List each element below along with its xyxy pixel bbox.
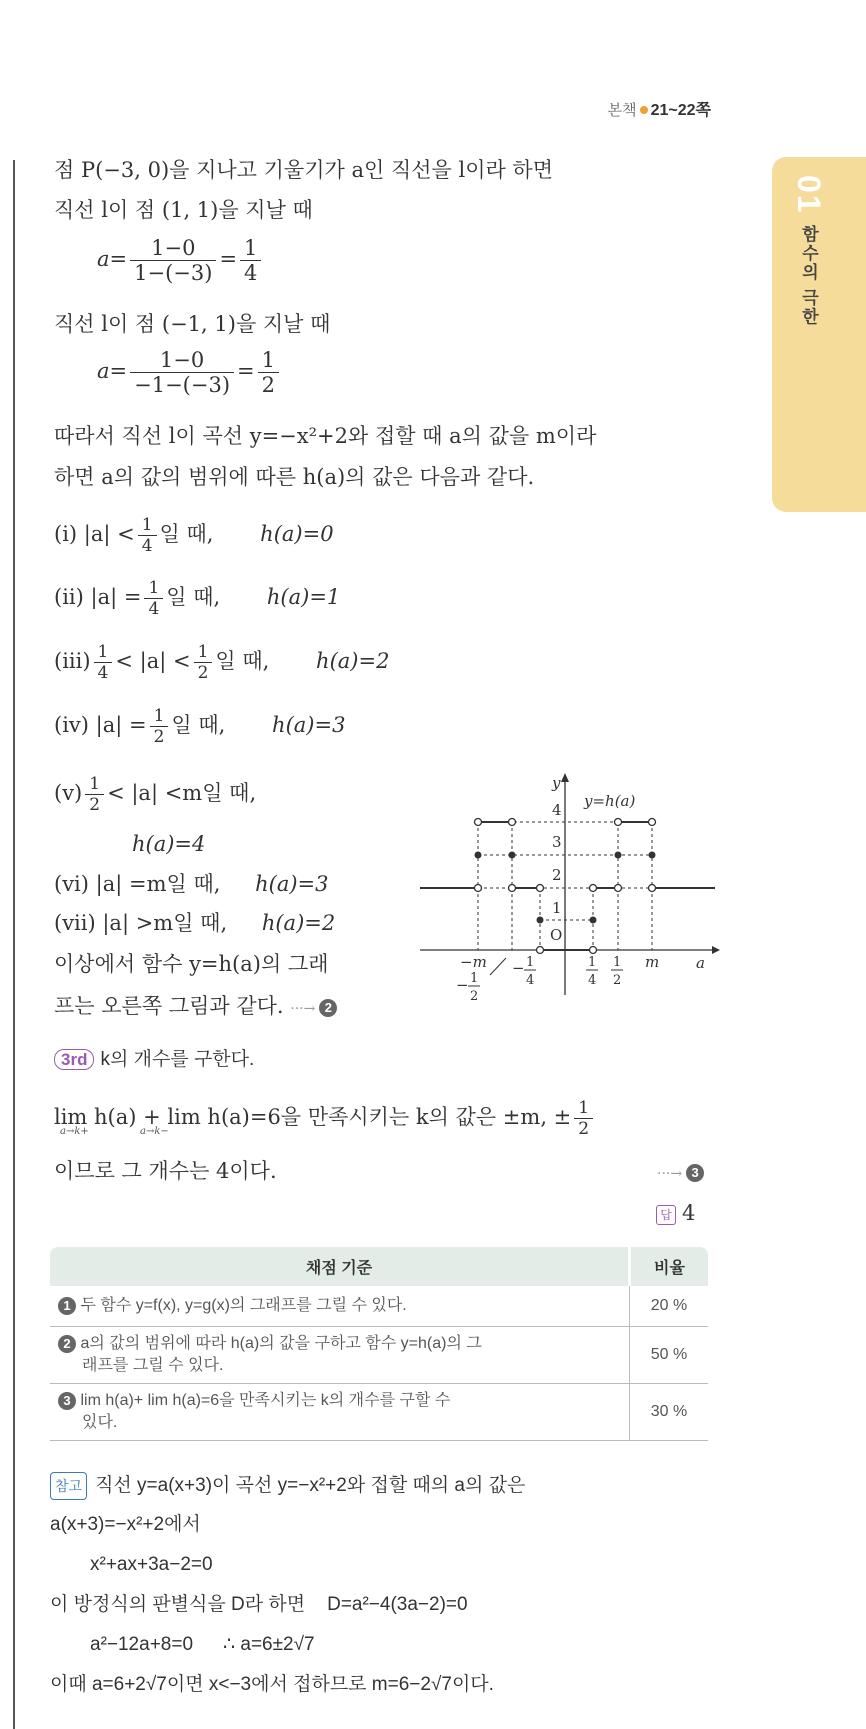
case-5-post: < |a| <m일 때,: [107, 781, 257, 805]
answer-icon: 답: [656, 1205, 676, 1225]
table-row: [50, 1384, 708, 1441]
eq1-result-den: 4: [244, 261, 258, 285]
ratio-cell: 30 %: [630, 1384, 709, 1441]
y-tick-2: 2: [552, 866, 562, 884]
step-marker-1: 1: [58, 1297, 76, 1315]
book-label: 본책: [607, 102, 637, 119]
case-4-post: 일 때,: [171, 713, 226, 737]
eq1-num: 1−0: [130, 236, 216, 261]
y-tick-3: 3: [552, 833, 562, 851]
answer: [656, 1199, 695, 1227]
eq2-fraction: [130, 348, 234, 397]
summary-line-2: [54, 992, 337, 1023]
x-label-m: m: [645, 953, 660, 971]
case-5-frac-den: 2: [89, 795, 101, 815]
limit-sub-2: a→k−: [140, 1126, 169, 1137]
y-axis-label: y: [552, 774, 561, 792]
case-4: [54, 706, 345, 747]
case-7-value: h(a)=2: [261, 911, 336, 935]
eq1-fraction: [130, 236, 216, 285]
case-4-frac: [150, 706, 169, 747]
page-reference: [608, 97, 711, 120]
case-3-frac1-den: 4: [97, 663, 109, 683]
case-3-frac2-num: 1: [194, 642, 213, 663]
case-2-frac: [144, 578, 163, 619]
x-label-quarter-den: 4: [588, 973, 597, 988]
step-3-frac: [574, 1098, 593, 1139]
x-label-neg-half-sign: −: [456, 976, 469, 994]
arrow-icon: ···→: [657, 1166, 683, 1182]
note-badge: 참고: [50, 1472, 87, 1500]
chapter-number: 01: [791, 175, 827, 215]
case-6-value: h(a)=3: [255, 872, 329, 896]
eq2-den: −1−(−3): [134, 373, 231, 397]
note-line-2: a(x+3)=−x²+2에서: [50, 1514, 201, 1535]
step-marker-3: 3: [686, 1164, 704, 1182]
bullet-icon: [640, 106, 648, 114]
case-2: [54, 578, 340, 619]
x-label-neg-quarter-num: 1: [526, 955, 535, 970]
solution-line-3: 직선 l이 점 (−1, 1)을 지날 때: [54, 312, 331, 336]
criteria-cell: [50, 1327, 630, 1384]
step-3-heading: [54, 1046, 254, 1074]
criteria-text: a의 값의 범위에 따라 h(a)의 값을 구하고 함수 y=h(a)의 그: [80, 1335, 482, 1352]
step-marker-3: 3: [58, 1392, 76, 1410]
criteria-text: lim h(a)+ lim h(a)=6을 만족시키는 k의 개수를 구할 수: [80, 1392, 451, 1409]
case-3-frac-2: [194, 642, 213, 683]
case-5-value: h(a)=4: [132, 832, 206, 856]
note-line-1: [50, 1472, 525, 1500]
step-3-badge: 3rd: [54, 1049, 94, 1070]
note-text-4a: 이 방정식의 판별식을 D라 하면: [50, 1594, 306, 1615]
case-2-frac-den: 4: [148, 599, 160, 619]
eq1-den: 1−(−3): [134, 261, 213, 285]
case-5-pre: (v): [54, 781, 83, 805]
case-1-frac-den: 4: [141, 536, 153, 556]
equation-slope-1: [97, 236, 264, 285]
function-label: y=h(a): [584, 792, 636, 810]
x-axis-label: a: [696, 954, 705, 972]
note-text-5a: a²−12a+8=0: [90, 1634, 194, 1655]
table-row: [50, 1286, 708, 1327]
criteria-header: 채점 기준: [50, 1247, 630, 1286]
criteria-text-cont: 있다.: [82, 1414, 118, 1431]
case-1-value: h(a)=0: [260, 522, 334, 546]
step-function-graph: [420, 770, 720, 1010]
case-3-frac-1: [94, 642, 113, 683]
equation-slope-2: [97, 348, 282, 397]
eq2-lhs: a=: [97, 359, 128, 383]
ratio-header: 비율: [630, 1247, 709, 1286]
note-text-1: 직선 y=a(x+3)이 곡선 y=−x²+2와 접할 때의 a의 값은: [95, 1475, 526, 1496]
eq1-equals: =: [219, 247, 238, 271]
eq1-result: [240, 236, 261, 285]
y-tick-1: 1: [552, 899, 562, 917]
step-3-title: k의 개수를 구한다.: [100, 1049, 255, 1070]
x-label-neg-half-num: 1: [470, 971, 479, 986]
case-5-frac: [85, 774, 104, 815]
step-3-frac-num: 1: [574, 1098, 593, 1119]
table-row: [50, 1327, 708, 1384]
label-pointer: [490, 958, 506, 975]
case-3-pre: (iii): [54, 649, 91, 673]
step-marker-2: 2: [58, 1335, 76, 1353]
solution-line-4: 따라서 직선 l이 곡선 y=−x²+2와 접할 때 a의 값을 m이라: [54, 424, 597, 448]
x-label-neg-quarter-sign: −: [512, 959, 525, 977]
x-label-quarter-num: 1: [588, 955, 597, 970]
case-7-cond: (vii) |a| >m일 때,: [54, 911, 228, 935]
case-4-pre: (iv) |a| =: [54, 713, 147, 737]
y-tick-4: 4: [552, 801, 562, 819]
case-2-value: h(a)=1: [266, 585, 341, 609]
note-line-3: x²+ax+3a−2=0: [90, 1554, 213, 1575]
margin-rule: [13, 160, 15, 1729]
summary-line-2-text: 프는 오른쪽 그림과 같다.: [54, 994, 284, 1018]
case-1-frac-num: 1: [138, 515, 157, 536]
step-3-conclusion: 이므로 그 개수는 4이다.: [54, 1159, 277, 1183]
step-marker-2: 2: [319, 999, 337, 1017]
solution-line-2: 직선 l이 점 (1, 1)을 지날 때: [54, 198, 313, 222]
note-line-5: [90, 1632, 315, 1658]
note-line-6: 이때 a=6+2√7이면 x<−3에서 접하므로 m=6−2√7이다.: [50, 1674, 494, 1695]
case-6-cond: (vi) |a| =m일 때,: [54, 872, 221, 896]
page-range: 21~22쪽: [650, 102, 711, 119]
x-axis-arrow-icon: [712, 946, 720, 954]
x-label-half-den: 2: [613, 973, 622, 988]
eq2-result-num: 1: [258, 348, 279, 373]
x-label-neg-quarter-den: 4: [526, 973, 535, 988]
arrow-icon: ···→: [290, 1001, 316, 1017]
x-label-neg-m: −m: [460, 953, 487, 971]
step-3-equation: [54, 1098, 596, 1139]
case-3-mid: < |a| <: [115, 649, 191, 673]
case-1: [54, 515, 334, 556]
case-5: [54, 774, 256, 815]
chapter-title: 함수의 극한: [799, 225, 818, 327]
case-4-value: h(a)=3: [272, 713, 346, 737]
summary-line-1: 이상에서 함수 y=h(a)의 그래: [54, 952, 329, 976]
case-5-frac-num: 1: [85, 774, 104, 795]
x-label-neg-half-den: 2: [470, 989, 479, 1004]
step-3-mark: [657, 1157, 704, 1188]
step-3-frac-den: 2: [578, 1119, 590, 1139]
answer-value: 4: [682, 1201, 696, 1225]
case-3-value: h(a)=2: [316, 649, 390, 673]
case-4-frac-den: 2: [153, 727, 165, 747]
case-1-pre: (i) |a| <: [54, 522, 135, 546]
eq2-num: 1−0: [130, 348, 234, 373]
case-6: [54, 870, 329, 898]
case-2-frac-num: 1: [144, 578, 163, 599]
eq1-result-num: 1: [240, 236, 261, 261]
solution-line-5: 하면 a의 값의 범위에 따른 h(a)의 값은 다음과 같다.: [54, 465, 535, 489]
note-text-4b: D=a²−4(3a−2)=0: [327, 1594, 468, 1615]
case-3-post: 일 때,: [215, 649, 270, 673]
eq2-result: [258, 348, 279, 397]
criteria-cell: [50, 1286, 630, 1327]
case-7: [54, 909, 335, 937]
criteria-cell: [50, 1384, 630, 1441]
grading-table: [50, 1247, 708, 1441]
case-1-post: 일 때,: [159, 522, 214, 546]
chapter-tab[interactable]: [772, 157, 866, 512]
note-text-5b: ∴ a=6±2√7: [223, 1634, 315, 1655]
case-4-frac-num: 1: [150, 706, 169, 727]
solution-line-1: 점 P(−3, 0)을 지나고 기울기가 a인 직선을 l이라 하면: [54, 158, 554, 182]
eq2-equals: =: [237, 359, 255, 383]
criteria-text: 두 함수 y=f(x), y=g(x)의 그래프를 그릴 수 있다.: [80, 1297, 407, 1314]
table-header-row: [50, 1247, 708, 1286]
eq2-result-den: 2: [261, 373, 276, 397]
case-2-post: 일 때,: [166, 585, 221, 609]
y-axis-arrow-icon: [561, 773, 569, 782]
case-3-frac2-den: 2: [197, 663, 209, 683]
limit-sub-1: a→k+: [60, 1126, 89, 1137]
criteria-text-cont: 래프를 그릴 수 있다.: [82, 1357, 224, 1374]
ratio-cell: 50 %: [630, 1327, 709, 1384]
x-label-half-num: 1: [613, 955, 622, 970]
case-3-frac1-num: 1: [94, 642, 113, 663]
origin-label: O: [550, 926, 563, 944]
case-1-frac: [138, 515, 157, 556]
note-line-4: [50, 1592, 468, 1618]
step-3-equation-text: lim h(a) + lim h(a)=6을 만족시키는 k의 값은 ±m, ±: [54, 1105, 572, 1129]
case-2-pre: (ii) |a| =: [54, 585, 142, 609]
eq1-lhs: a=: [97, 247, 128, 271]
case-3: [54, 642, 389, 683]
ratio-cell: 20 %: [630, 1286, 709, 1327]
